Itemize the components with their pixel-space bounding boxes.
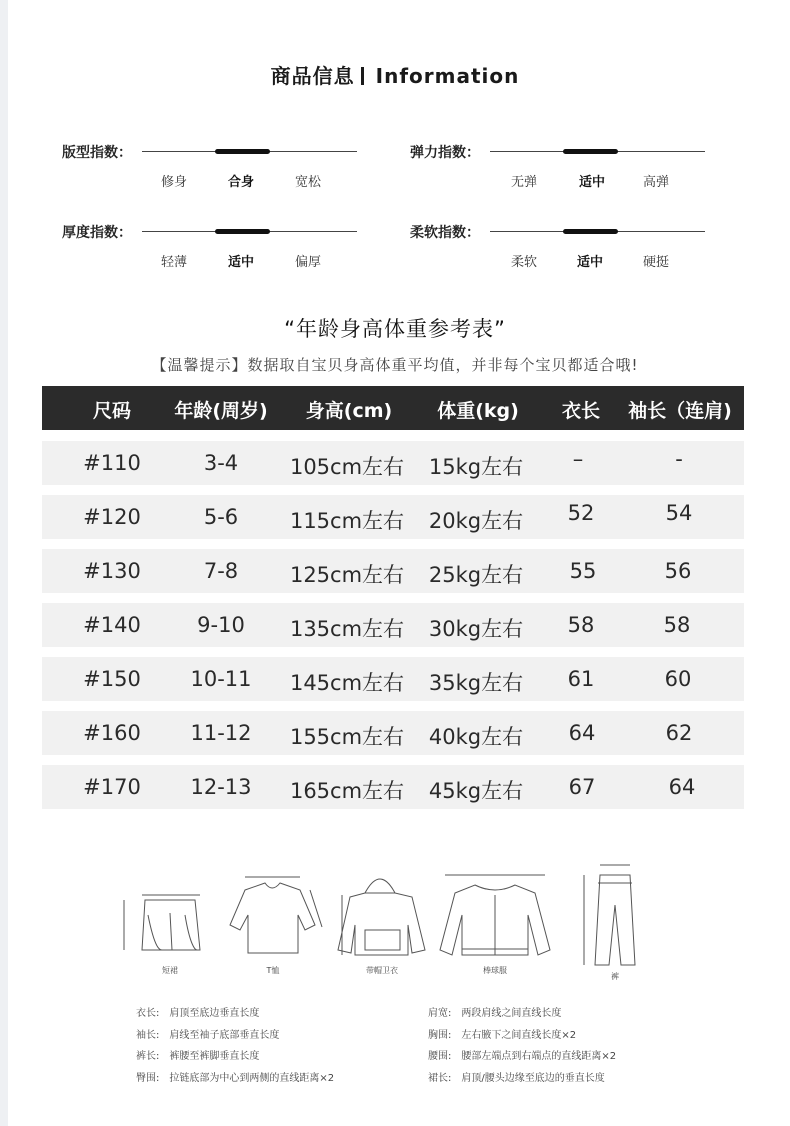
cell-age: 3-4	[203, 451, 239, 475]
diagram-label: 短裙	[162, 966, 178, 975]
legend-item: 衣长: 肩顶至底边垂直长度	[136, 1008, 260, 1019]
table-row	[42, 657, 744, 701]
index-label: 弹力指数：	[410, 145, 480, 161]
header-age: 年龄(周岁)	[174, 400, 268, 422]
cell-height: 135cm左右	[289, 617, 405, 641]
warm-tip: 【温馨提示】数据取自宝贝身高体重平均值，并非每个宝贝都适合哦!	[151, 356, 639, 374]
index-label: 厚度指数：	[62, 225, 132, 241]
legend-item: 裤长: 裤腰至裤脚垂直长度	[136, 1051, 260, 1062]
cell-size: #140	[83, 613, 141, 637]
table-row	[42, 549, 744, 593]
header-length: 衣长	[561, 400, 601, 422]
index-option: 偏厚	[294, 255, 321, 270]
cell-length: 58	[567, 613, 595, 637]
index-option: 高弹	[642, 175, 669, 190]
info-title: 商品信息 Information	[270, 64, 520, 88]
table-row	[42, 441, 744, 485]
index-option-selected: 合身	[227, 175, 254, 190]
cell-sleeve: 54	[665, 501, 693, 525]
cell-age: 12-13	[190, 775, 252, 799]
diagram-label: 棒球服	[483, 966, 507, 975]
index-option-selected: 适中	[578, 175, 605, 190]
legend-item: 肩宽: 两段肩线之间直线长度	[428, 1008, 562, 1019]
legend-item: 胸围: 左右腋下之间直线长度×2	[428, 1029, 577, 1041]
legend-left	[136, 1004, 334, 1090]
index-label: 柔软指数：	[410, 225, 480, 241]
reference-table-title: “年龄身高体重参考表”	[284, 317, 506, 341]
index-option: 修身	[160, 175, 187, 190]
legend-item: 袖长: 肩线至袖子底部垂直长度	[136, 1029, 280, 1041]
hoodie-diagram	[338, 879, 425, 955]
cell-length: –	[572, 447, 584, 471]
cell-size: #150	[83, 667, 141, 691]
cell-size: #120	[83, 505, 141, 529]
cell-weight: 45kg左右	[428, 779, 524, 803]
cell-height: 165cm左右	[289, 779, 405, 803]
cell-age: 5-6	[203, 505, 239, 529]
legend-item: 臀围: 拉链底部为中心到两侧的直线距离×2	[136, 1072, 335, 1084]
header-weight: 体重(kg)	[437, 400, 519, 422]
legend-item: 腰围: 腰部左端点到右端点的直线距离×2	[428, 1051, 617, 1062]
diagram-label: 裤	[611, 972, 619, 981]
cell-size: #110	[83, 451, 141, 475]
cell-age: 7-8	[203, 559, 239, 583]
index-option: 轻薄	[160, 255, 187, 270]
cell-age: 11-12	[190, 721, 252, 745]
cell-length: 67	[568, 775, 596, 799]
index-label: 版型指数：	[62, 145, 132, 161]
cell-height: 155cm左右	[289, 725, 405, 749]
cell-age: 9-10	[197, 613, 245, 637]
legend-right	[428, 1004, 616, 1090]
index-option: 无弹	[510, 175, 537, 190]
left-edge-strip	[0, 0, 8, 1126]
table-row	[42, 765, 744, 809]
cell-sleeve: 64	[668, 775, 696, 799]
index-option: 硬挺	[642, 255, 669, 270]
header-size: 尺码	[92, 400, 132, 422]
header-sleeve: 袖长（连肩)	[628, 400, 732, 422]
cell-length: 64	[568, 721, 596, 745]
cell-weight: 15kg左右	[428, 455, 524, 479]
cell-sleeve: 60	[664, 667, 692, 691]
index-option: 柔软	[510, 255, 537, 270]
cell-sleeve: -	[675, 447, 683, 471]
cell-sleeve: 62	[665, 721, 693, 745]
index-option: 宽松	[294, 175, 321, 190]
cell-size: #160	[83, 721, 141, 745]
garment-diagrams	[100, 855, 700, 985]
table-row	[42, 711, 744, 755]
cell-length: 52	[567, 501, 595, 525]
tshirt-diagram	[230, 877, 322, 953]
table-row	[42, 603, 744, 647]
cell-height: 115cm左右	[289, 509, 405, 533]
legend-item: 裙长: 肩顶/腰头边缘至底边的垂直长度	[428, 1072, 605, 1084]
baseball-jacket-diagram	[440, 875, 550, 955]
cell-size: #130	[83, 559, 141, 583]
cell-height: 125cm左右	[289, 563, 405, 587]
cell-height: 145cm左右	[289, 671, 405, 695]
diagram-label: T恤	[266, 966, 280, 975]
cell-weight: 25kg左右	[428, 563, 524, 587]
cell-sleeve: 56	[664, 559, 692, 583]
table-row	[42, 495, 744, 539]
cell-age: 10-11	[190, 667, 252, 691]
diagram-label: 带帽卫衣	[366, 966, 398, 975]
cell-weight: 20kg左右	[428, 509, 524, 533]
header-height: 身高(cm)	[305, 400, 393, 422]
cell-length: 61	[567, 667, 595, 691]
cell-weight: 30kg左右	[428, 617, 524, 641]
cell-height: 105cm左右	[289, 455, 405, 479]
pants-diagram	[584, 865, 635, 965]
size-table-header	[42, 386, 744, 430]
cell-size: #170	[83, 775, 141, 799]
index-option-selected: 适中	[227, 255, 254, 270]
index-option-selected: 适中	[576, 255, 603, 270]
skirt-diagram	[124, 895, 200, 950]
cell-sleeve: 58	[663, 613, 691, 637]
cell-length: 55	[569, 559, 597, 583]
cell-weight: 40kg左右	[428, 725, 524, 749]
cell-weight: 35kg左右	[428, 671, 524, 695]
